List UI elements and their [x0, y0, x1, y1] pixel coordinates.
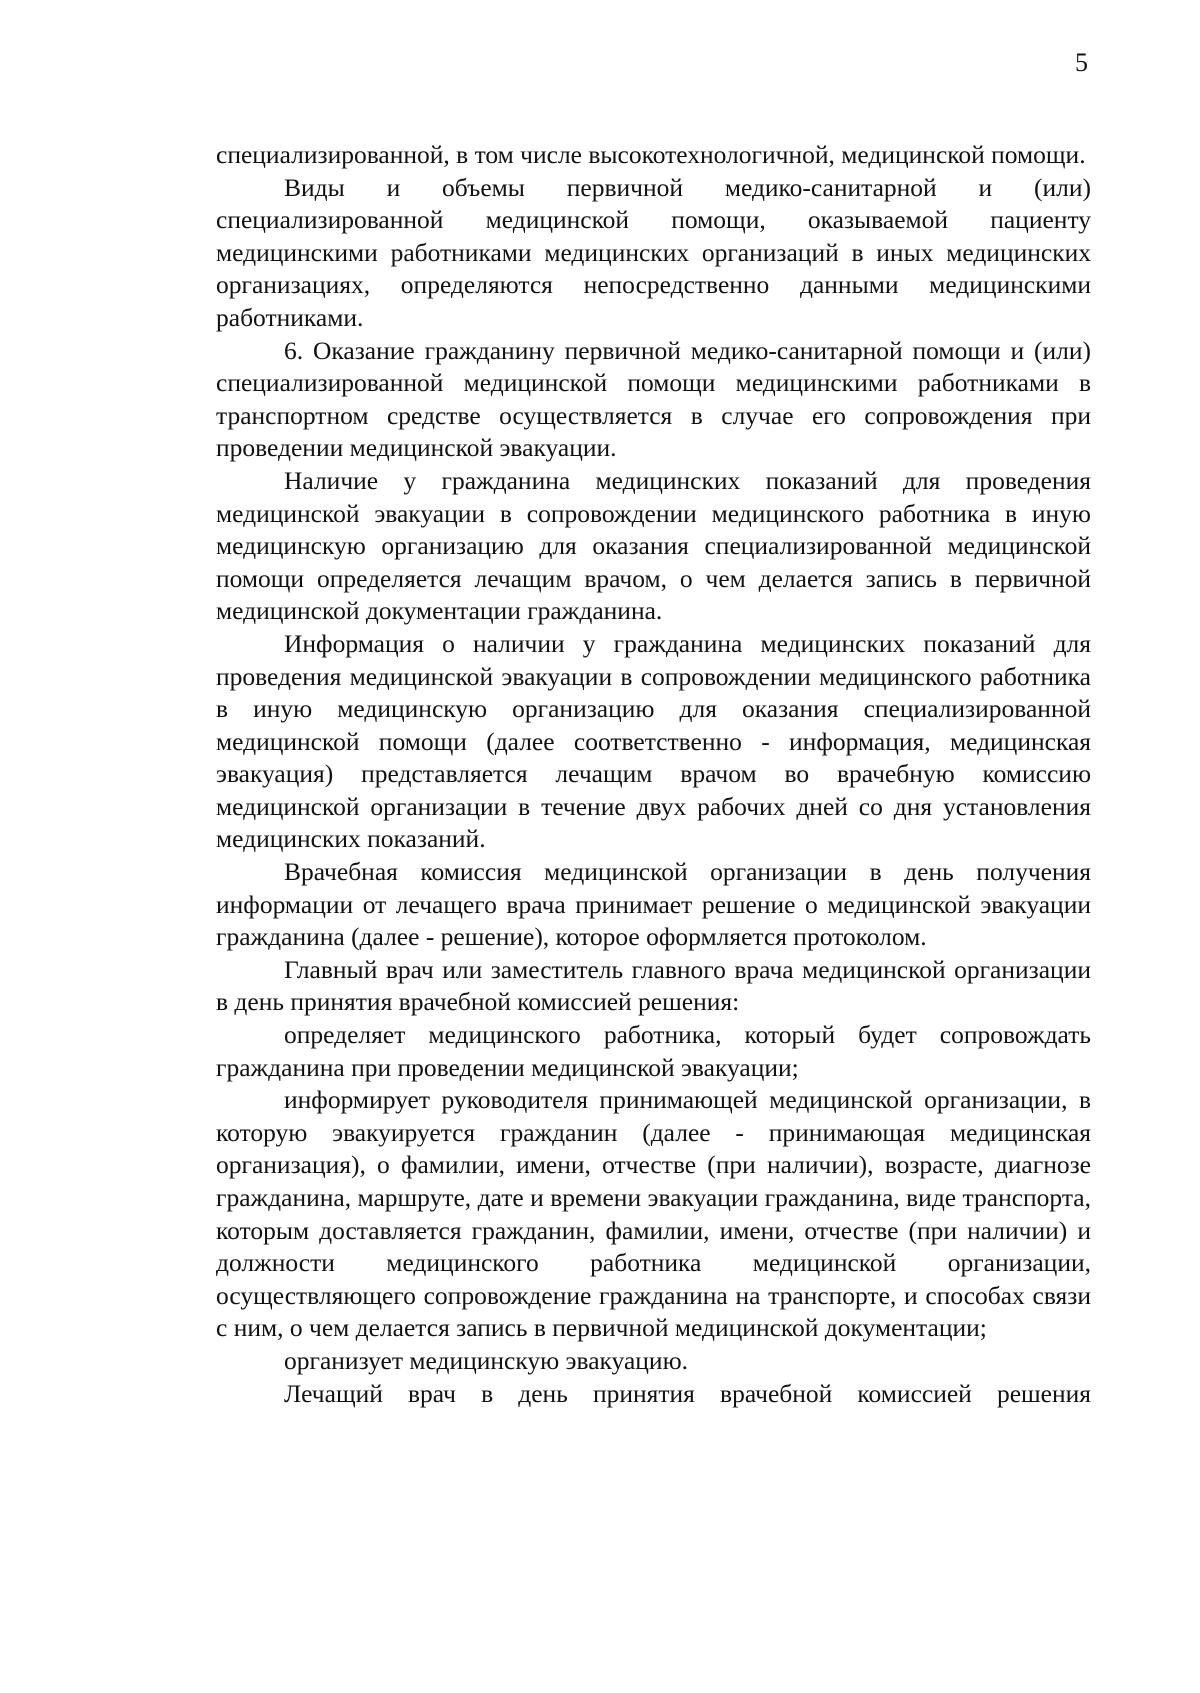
paragraph: Лечащий врач в день принятия врачебной комиссией решения: [284, 1378, 1091, 1408]
paragraph: специализированной, в том числе высокотехнологичной, медицинской помощи.: [216, 140, 1086, 169]
paragraph: 6. Оказание гражданину первичной медико-санитарной помощи и (или) специализированной медицинской помощи медицинскими работниками в транспортном средстве осуществляется в случае его сопровождения при проведении медицинской эвакуации.: [216, 335, 1091, 463]
paragraph: Информация о наличии у гражданина медицинских показаний для проведения медицинской эвакуации в сопровождении медицинского работника в иную медицинскую организацию для оказания специализированной медицинской помощи (далее соответственно - информация, медицинская эвакуация) представляется лечащим врачом во врачебную комиссию медицинской организации в течение двух рабочих дней со дня установления медицинских показаний.: [216, 628, 1091, 854]
document-body: [216, 139, 1091, 1410]
paragraph: Наличие у гражданина медицинских показаний для проведения медицинской эвакуации в сопровождении медицинского работника в иную медицинскую организацию для оказания специализированной медицинской помощи определяется лечащим врачом, о чем делается запись в первичной медицинской документации гражданина.: [216, 465, 1091, 626]
paragraph: Главный врач или заместитель главного врача медицинской организации в день принятия врачебной комиссией решения:: [216, 954, 1091, 1017]
paragraph: Виды и объемы первичной медико-санитарной и (или) специализированной медицинской помощи, оказываемой пациенту медицинскими работниками медицинских организаций в иных медицинских организациях, определяются непосредственно данными медицинскими работниками.: [216, 172, 1091, 332]
paragraph: Врачебная комиссия медицинской организации в день получения информации от лечащего врача принимает решение о медицинской эвакуации гражданина (далее - решение), которое оформляется протоколом.: [216, 857, 1091, 952]
paragraph: организует медицинскую эвакуацию.: [284, 1345, 689, 1375]
paragraph: определяет медицинского работника, который будет сопровождать гражданина при проведении медицинской эвакуации;: [216, 1020, 1091, 1082]
paragraph: информирует руководителя принимающей медицинской организации, в которую эвакуируется гражданин (далее - принимающая медицинская организация), о фамилии, имени, отчестве (при наличии), возрасте, диагнозе гражданина, маршруте, дате и времени эвакуации гражданина, виде транспорта, которым доставляется гражданин, фамилии, имени, отчестве (при наличии) и должности медицинского работника медицинской организации, осуществляющего сопровождение гражданина на транспорте, и способах связи с ним, о чем делается запись в первичной медицинской документации;: [216, 1085, 1091, 1343]
page-number: 5: [1075, 48, 1088, 77]
